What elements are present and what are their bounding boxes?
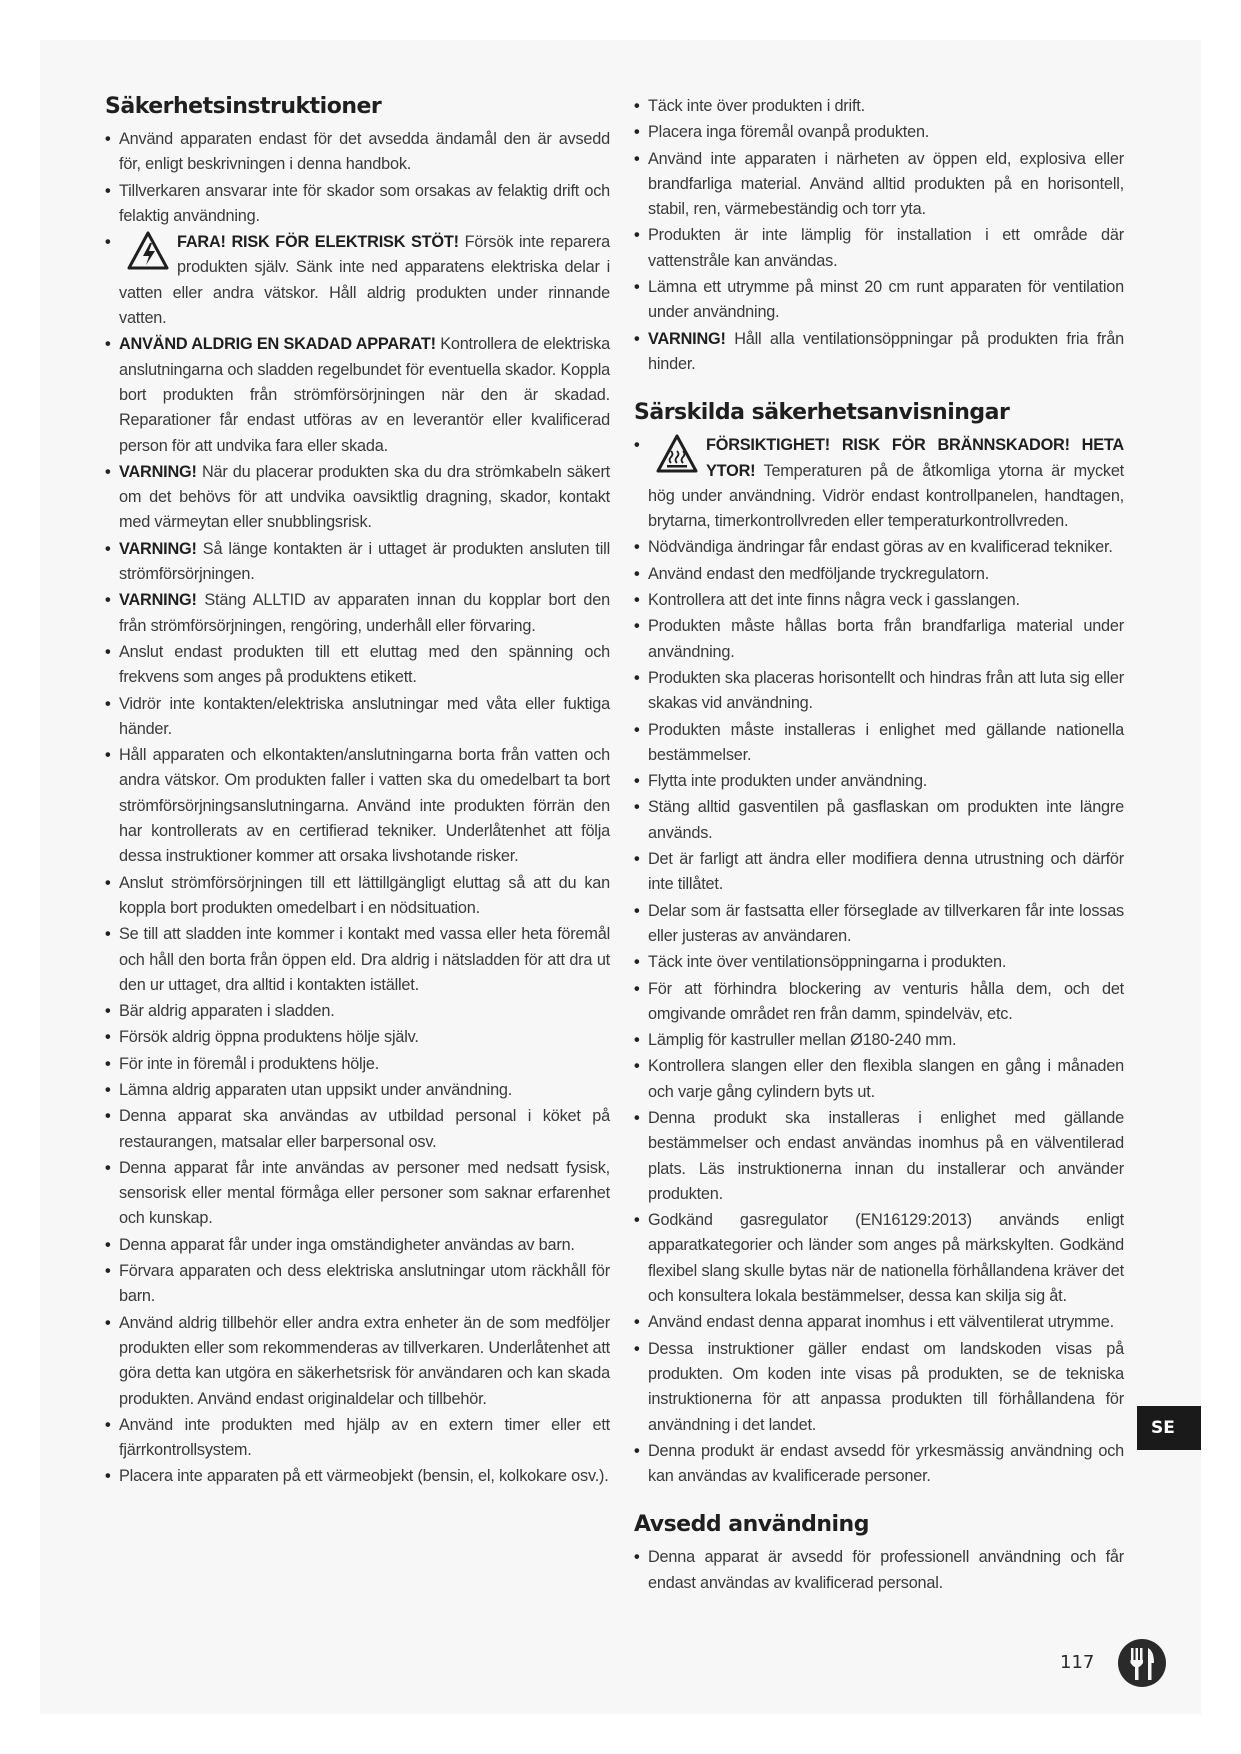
instruction-item <box>105 871 610 922</box>
instruction-lead: FARA! RISK FÖR ELEKTRISK STÖT! <box>177 233 459 252</box>
instruction-item <box>105 1104 610 1155</box>
instruction-text: Produkten måste installeras i enlighet med gällande nationella bestämmelser. <box>648 720 1124 764</box>
safety-instructions-heading: Säkerhetsinstruktioner <box>105 94 382 119</box>
instruction-item <box>105 999 610 1024</box>
instruction-text: Använd endast den medföljande tryckregulatorn. <box>648 564 990 583</box>
instruction-item <box>105 692 610 743</box>
instruction-item <box>105 1311 610 1412</box>
instruction-item <box>105 1464 610 1489</box>
right-column <box>634 94 1124 1597</box>
instruction-text: Produkten ska placeras horisontellt och hindras från att luta sig eller skakas vid användning. <box>648 668 1124 713</box>
instruction-item <box>634 1054 1124 1105</box>
instruction-lead: VARNING! <box>119 539 197 558</box>
instruction-text: Delar som är fastsatta eller förseglade av tillverkaren får inte lossas eller justeras av användaren. <box>648 901 1124 945</box>
instruction-text: Denna produkt är endast avsedd för yrkesmässig användning och kan användas av kvalificerade personer. <box>648 1441 1124 1486</box>
instruction-item <box>634 147 1124 223</box>
cutlery-logo-icon <box>1117 1638 1167 1688</box>
instruction-item <box>634 1545 1124 1596</box>
instruction-text: Håll alla ventilationsöppningar på produkten fria från hinder. <box>648 329 1124 373</box>
instruction-text: Placera inga föremål ovanpå produkten. <box>648 123 930 142</box>
instruction-text: Flytta inte produkten under användning. <box>648 772 928 791</box>
instruction-item <box>105 537 610 588</box>
instruction-item <box>105 460 610 536</box>
instruction-item <box>105 1259 610 1310</box>
instruction-text: Tillverkaren ansvarar inte för skador som orsakas av felaktig drift och felaktig användning. <box>119 181 610 225</box>
instruction-item <box>634 666 1124 717</box>
instruction-text: Dessa instruktioner gäller endast om landskoden visas på produkten. Om koden inte visas på produkten, se de tekniska instruktionerna för att anpassa produkten till förhållandena för användning i det landet. <box>648 1339 1124 1434</box>
instruction-item <box>634 94 1124 119</box>
intended-use-heading: Avsedd användning <box>634 1512 869 1538</box>
section-spacer <box>634 378 1124 400</box>
instruction-text: Använd inte apparaten i närheten av öppen eld, explosiva eller brandfarliga material. Använd alltid produkten på en horisontell, stabil, ren, värmebeständig och torr yta. <box>648 149 1124 219</box>
instruction-text: Anslut endast produkten till ett eluttag med den spänning och frekvens som anges på produktens etikett. <box>119 642 610 687</box>
instruction-item <box>105 1052 610 1077</box>
instruction-text: Stäng alltid gasventilen på gasflaskan om produkten inte längre används. <box>648 798 1124 842</box>
instruction-text: Denna produkt ska installeras i enlighet med gällande bestämmelser och endast användas inomhus på en välventilerad plats. Läs instruktionerna innan du installerar och använder produkten. <box>648 1108 1124 1203</box>
instruction-text: Nödvändiga ändringar får endast göras av en kvalificerad tekniker. <box>648 538 1113 557</box>
instruction-item <box>105 1156 610 1232</box>
page-number: 117 <box>1060 1652 1095 1673</box>
instruction-lead: VARNING! <box>119 591 197 610</box>
instruction-text: För inte in föremål i produktens hölje. <box>119 1054 380 1073</box>
instruction-text: Kontrollera de elektriska anslutningarna och sladden regelbundet för eventuella skador. Koppla bort produkten från strömförsörjningen när den är skadad. Reparationer får endast utföras av en leverantör eller kvalificerad person för att undvika fara eller skada. <box>119 335 610 455</box>
instruction-text: Använd endast denna apparat inomhus i ett välventilerat utrymme. <box>648 1313 1114 1332</box>
instruction-item <box>634 535 1124 560</box>
instruction-item <box>105 127 610 178</box>
instruction-text: Denna apparat får inte användas av personer med nedsatt fysisk, sensorisk eller mental förmåga eller personer som saknar erfarenhet och kunskap. <box>119 1158 610 1228</box>
instruction-text: Denna apparat är avsedd för professionell användning och får endast användas av kvalificerad personal. <box>648 1548 1124 1592</box>
instruction-text: Se till att sladden inte kommer i kontakt med vassa eller heta föremål och håll den borta från öppen eld. Dra aldrig i nätsladden för att dra ut den ur uttaget, dra alltid i kontakten istället. <box>119 925 610 994</box>
instruction-text: Försök aldrig öppna produktens hölje själv. <box>119 1028 419 1047</box>
instruction-item <box>105 640 610 691</box>
instruction-text: Temperaturen på de åtkomliga ytorna är mycket hög under användning. Vidrör endast kontrollpanelen, handtagen, brytarna, timerkontrollvreden eller temperaturkontrollvreden. <box>648 461 1124 531</box>
instruction-text: Bär aldrig apparaten i sladden. <box>119 1002 335 1021</box>
hot-surface-warning-icon <box>656 433 698 475</box>
instruction-text: Använd apparaten endast för det avsedda ändamål den är avsedd för, enligt beskrivningen i denna handbok. <box>119 130 610 174</box>
instruction-text: För att förhindra blockering av venturis hålla dem, och det omgivande området ren från damm, spindelväv, etc. <box>648 979 1124 1023</box>
intended-use-list <box>634 1545 1124 1596</box>
instruction-item <box>105 588 610 639</box>
instruction-text: Anslut strömförsörjningen till ett lättillgängligt eluttag så att du kan koppla bort produkten omedelbart i en nödsituation. <box>119 873 610 917</box>
instruction-text: Stäng ALLTID av apparaten innan du kopplar bort den från strömförsörjningen, rengöring, underhåll eller förvaring. <box>119 591 610 635</box>
left-column <box>105 94 610 1491</box>
language-tab: SE <box>1137 1406 1201 1450</box>
instruction-text: Lämna aldrig apparaten utan uppsikt under användning. <box>119 1080 513 1099</box>
instruction-item <box>634 433 1124 534</box>
safety-instructions-list <box>105 127 610 1490</box>
continued-instructions-list <box>634 94 1124 377</box>
instruction-item <box>634 1310 1124 1335</box>
instruction-text: Kontrollera att det inte finns några veck i gasslangen. <box>648 591 1020 610</box>
instruction-text: Lämna ett utrymme på minst 20 cm runt apparaten för ventilation under användning. <box>648 278 1124 322</box>
instruction-item <box>634 718 1124 769</box>
instruction-item <box>634 120 1124 145</box>
instruction-text: Produkten måste hållas borta från brandfarliga material under användning. <box>648 617 1124 661</box>
instruction-item <box>105 230 610 331</box>
instruction-item <box>634 847 1124 898</box>
instruction-item <box>105 1078 610 1103</box>
instruction-item <box>634 1337 1124 1438</box>
instruction-item <box>634 327 1124 378</box>
instruction-lead: ANVÄND ALDRIG EN SKADAD APPARAT! <box>119 335 436 354</box>
instruction-text: Så länge kontakten är i uttaget är produkten ansluten till strömförsörjningen. <box>119 539 610 584</box>
instruction-lead: VARNING! <box>119 462 197 481</box>
instruction-item <box>105 1413 610 1464</box>
instruction-text: Håll apparaten och elkontakten/anslutningarna borta från vatten och andra vätskor. Om produkten faller i vatten ska du omedelbart ta bort strömförsörjningsanslutningarna. Använd inte produkten förrän den har kontrollerats av en certifierad tekniker. Underlåtenhet att följa dessa instruktioner kommer att orsaka livshotande risker. <box>119 746 610 866</box>
instruction-lead: VARNING! <box>648 329 726 348</box>
instruction-text: Kontrollera slangen eller den flexibla slangen en gång i månaden och varje gång cylindern byts ut. <box>648 1057 1124 1101</box>
instruction-text: Lämplig för kastruller mellan Ø180-240 mm. <box>648 1031 957 1050</box>
instruction-text: Försök inte reparera produkten själv. Sänk inte ned apparatens elektriska delar i vatten eller andra vätskor. Håll aldrig produkten under rinnande vatten. <box>119 233 611 328</box>
instruction-text: Det är farligt att ändra eller modifiera denna utrustning och därför inte tillåtet. <box>648 850 1124 894</box>
electric-shock-warning-icon <box>127 230 169 272</box>
instruction-item <box>105 1025 610 1050</box>
instruction-text: Täck inte över ventilationsöppningarna i produkten. <box>648 953 1007 972</box>
instruction-lead: FÖRSIKTIGHET! RISK FÖR BRÄNNSKADOR! HETA YTOR! <box>706 436 1124 480</box>
instruction-item <box>105 922 610 998</box>
instruction-item <box>634 769 1124 794</box>
instruction-item <box>105 179 610 230</box>
special-safety-list <box>634 433 1124 1489</box>
instruction-item <box>634 275 1124 326</box>
instruction-text: Produkten är inte lämplig för installation i ett område där vattenstråle kan användas. <box>648 226 1124 270</box>
instruction-text: Godkänd gasregulator (EN16129:2013) används enligt apparatkategorier och länder som anges på märkskylten. Godkänd flexibel slang skulle bytas när de nationella förhållandena kräver det och konsultera lokala bestämmelser, dessa kan skilja sig åt. <box>648 1211 1124 1306</box>
instruction-item <box>634 562 1124 587</box>
instruction-item <box>634 1106 1124 1207</box>
instruction-text: Denna apparat får under inga omständigheter användas av barn. <box>119 1235 575 1254</box>
instruction-text: Täck inte över produkten i drift. <box>648 97 865 115</box>
instruction-text: När du placerar produkten ska du dra strömkabeln säkert om det behövs för att undvika oavsiktlig dragning, skador, kontakt med värmeytan eller snubblingsrisk. <box>119 462 610 532</box>
instruction-item <box>634 1439 1124 1490</box>
instruction-item <box>634 1028 1124 1053</box>
instruction-text: Använd aldrig tillbehör eller andra extra enheter än de som medföljer produkten eller som rekommenderas av tillverkaren. Underlåtenhet att göra detta kan utgöra en säkerhetsrisk för användaren och kan skada produkten. Använd endast originaldelar och tillbehör. <box>119 1313 610 1408</box>
instruction-text: Använd inte produkten med hjälp av en extern timer eller ett fjärrkontrollsystem. <box>119 1415 610 1460</box>
instruction-item <box>634 977 1124 1028</box>
instruction-item <box>634 795 1124 846</box>
instruction-item <box>634 1208 1124 1309</box>
instruction-item <box>105 743 610 869</box>
instruction-text: Placera inte apparaten på ett värmeobjekt (bensin, el, kolkokare osv.). <box>119 1467 609 1486</box>
section-spacer <box>634 1490 1124 1512</box>
instruction-item <box>634 588 1124 613</box>
instruction-item <box>634 614 1124 665</box>
instruction-item <box>634 950 1124 975</box>
instruction-item <box>105 1233 610 1258</box>
special-safety-heading: Särskilda säkerhetsanvisningar <box>634 400 1010 426</box>
instruction-item <box>634 899 1124 950</box>
instruction-item <box>634 223 1124 274</box>
instruction-text: Denna apparat ska användas av utbildad personal i köket på restaurangen, matsalar eller barpersonal osv. <box>119 1107 610 1151</box>
instruction-item <box>105 332 610 458</box>
instruction-text: Förvara apparaten och dess elektriska anslutningar utom räckhåll för barn. <box>119 1262 610 1306</box>
instruction-text: Vidrör inte kontakten/elektriska anslutningar med våta eller fuktiga händer. <box>119 694 610 738</box>
